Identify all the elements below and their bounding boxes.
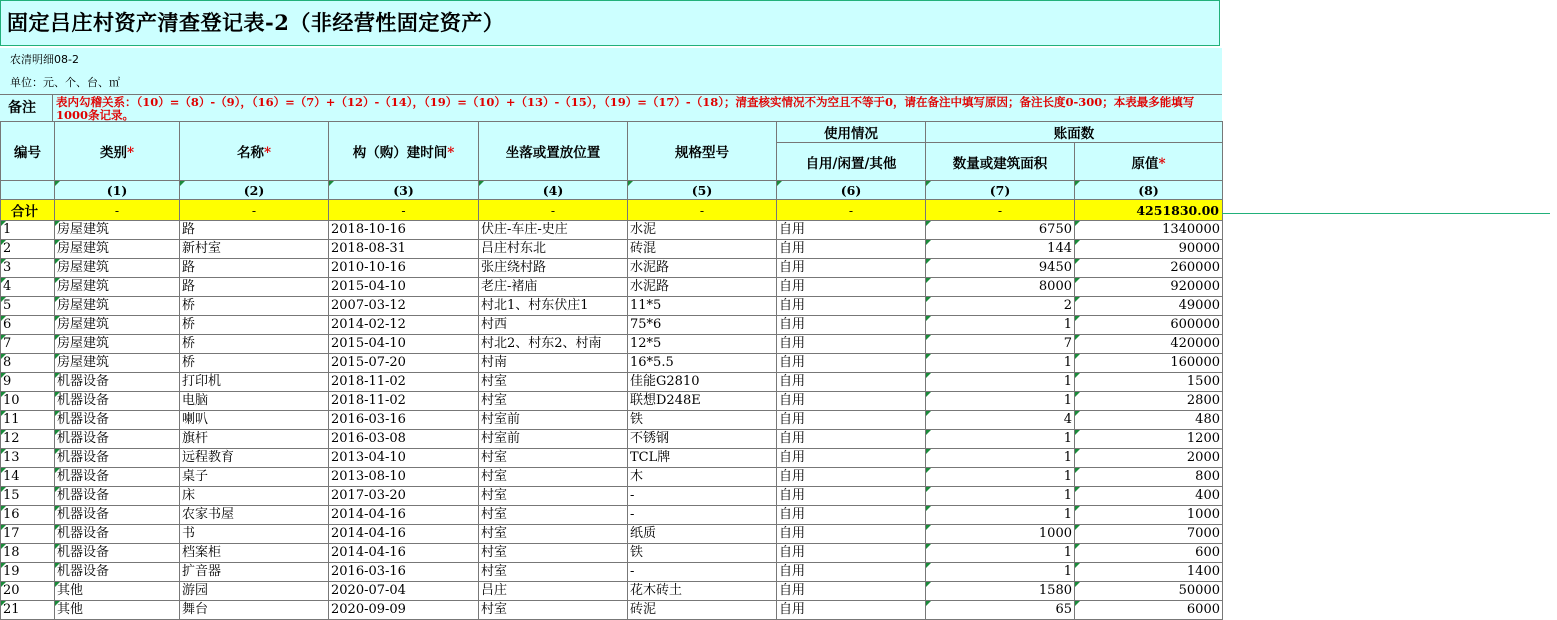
remark-text[interactable]: 表内勾稽关系：（10）=（8）-（9），（16）=（7）+（12）-（14），（19）=（10）+（13）-（15），（19）=（17）-（18）；清查核实情况不为空且不等于0，请在备注中填写原因；备注长度0-300；本表最多能填写1000条记录。: [56, 96, 1195, 121]
cell-category[interactable]: 机器设备: [55, 506, 180, 525]
cell-usage[interactable]: 自用: [777, 335, 926, 354]
cell-spec[interactable]: 联想D248E: [628, 392, 777, 411]
column-number-cell[interactable]: (4): [479, 181, 628, 200]
cell-name[interactable]: 桥: [180, 316, 329, 335]
cell-name[interactable]: 路: [180, 278, 329, 297]
cell-location[interactable]: 老庄-褚庙: [479, 278, 628, 297]
cell-usage[interactable]: 自用: [777, 430, 926, 449]
cell-usage[interactable]: 自用: [777, 601, 926, 620]
cell-location[interactable]: 村南: [479, 354, 628, 373]
cell-quantity[interactable]: 9450: [926, 259, 1075, 278]
header-location[interactable]: 坐落或置放位置: [479, 122, 628, 181]
cell-id[interactable]: 14: [1, 468, 55, 487]
column-number-cell[interactable]: (8): [1075, 181, 1223, 200]
cell-spec[interactable]: 砖混: [628, 240, 777, 259]
cell-spec[interactable]: 水泥路: [628, 259, 777, 278]
sheet-subtitle[interactable]: 农清明细08-2: [0, 48, 1222, 72]
cell-quantity[interactable]: 6750: [926, 221, 1075, 240]
cell-quantity[interactable]: 7: [926, 335, 1075, 354]
cell-build-time[interactable]: 2013-04-10: [329, 449, 479, 468]
cell-spec[interactable]: 水泥路: [628, 278, 777, 297]
cell-quantity[interactable]: 1: [926, 392, 1075, 411]
asset-table: [0, 121, 1223, 620]
cell-category[interactable]: 房屋建筑: [55, 335, 180, 354]
data-rows: [1, 221, 1223, 620]
cell-category[interactable]: 房屋建筑: [55, 221, 180, 240]
unit-label[interactable]: 单位：元、个、台、㎡: [0, 72, 1222, 94]
cell-location[interactable]: 伏庄-车庄-史庄: [479, 221, 628, 240]
table-row: [1, 468, 1223, 487]
cell-spec[interactable]: 16*5.5: [628, 354, 777, 373]
cell-category[interactable]: 机器设备: [55, 430, 180, 449]
cell-location[interactable]: 村室: [479, 544, 628, 563]
cell-category[interactable]: 机器设备: [55, 563, 180, 582]
cell-build-time[interactable]: 2014-04-16: [329, 544, 479, 563]
total-row: [1, 200, 1223, 221]
column-number-cell[interactable]: (1): [55, 181, 180, 200]
cell-build-time[interactable]: 2020-09-09: [329, 601, 479, 620]
cell-category[interactable]: 房屋建筑: [55, 316, 180, 335]
required-mark: *: [263, 145, 272, 161]
cell-quantity[interactable]: 1: [926, 449, 1075, 468]
column-number-cell[interactable]: (5): [628, 181, 777, 200]
cell-category[interactable]: 机器设备: [55, 411, 180, 430]
required-mark: *: [126, 145, 135, 161]
cell-location[interactable]: 村室: [479, 449, 628, 468]
cell-original-value[interactable]: 260000: [1075, 259, 1223, 278]
remark-row: [0, 94, 1222, 122]
cell-original-value[interactable]: 420000: [1075, 335, 1223, 354]
cell-id[interactable]: 13: [1, 449, 55, 468]
cell-build-time[interactable]: 2015-07-20: [329, 354, 479, 373]
total-dash-cell[interactable]: -: [329, 200, 479, 221]
cell-id[interactable]: 16: [1, 506, 55, 525]
frozen-pane-line: [1222, 213, 1550, 214]
cell-category[interactable]: 机器设备: [55, 544, 180, 563]
cell-category[interactable]: 其他: [55, 601, 180, 620]
cell-category[interactable]: 机器设备: [55, 487, 180, 506]
cell-name[interactable]: 旗杆: [180, 430, 329, 449]
cell-category[interactable]: 房屋建筑: [55, 354, 180, 373]
cell-original-value[interactable]: 160000: [1075, 354, 1223, 373]
cell-usage[interactable]: 自用: [777, 354, 926, 373]
table-row: [1, 582, 1223, 601]
total-dash-cell[interactable]: -: [180, 200, 329, 221]
table-row: [1, 221, 1223, 240]
header-id[interactable]: 编号: [1, 122, 55, 181]
column-number-row: [1, 181, 1223, 200]
cell-location[interactable]: 村室: [479, 468, 628, 487]
cell-id[interactable]: 11: [1, 411, 55, 430]
cell-original-value[interactable]: 600: [1075, 544, 1223, 563]
column-number-cell[interactable]: (3): [329, 181, 479, 200]
cell-spec[interactable]: 水泥: [628, 221, 777, 240]
cell-category[interactable]: 房屋建筑: [55, 259, 180, 278]
column-number-cell[interactable]: (2): [180, 181, 329, 200]
cell-name[interactable]: 新村室: [180, 240, 329, 259]
cell-quantity[interactable]: 4: [926, 411, 1075, 430]
cell-spec[interactable]: 砖泥: [628, 601, 777, 620]
cell-spec[interactable]: TCL牌: [628, 449, 777, 468]
cell-usage[interactable]: 自用: [777, 259, 926, 278]
table-row: [1, 601, 1223, 620]
cell-quantity[interactable]: 144: [926, 240, 1075, 259]
cell-id[interactable]: 12: [1, 430, 55, 449]
table-row: [1, 449, 1223, 468]
total-dash-cell[interactable]: -: [55, 200, 180, 221]
cell-location[interactable]: 村室: [479, 563, 628, 582]
table-row: [1, 525, 1223, 544]
cell-location[interactable]: 村室前: [479, 430, 628, 449]
cell-build-time[interactable]: 2014-02-12: [329, 316, 479, 335]
cell-quantity[interactable]: 1: [926, 373, 1075, 392]
cell-spec[interactable]: 铁: [628, 411, 777, 430]
cell-location[interactable]: 张庄绕村路: [479, 259, 628, 278]
cell-build-time[interactable]: 2016-03-16: [329, 563, 479, 582]
cell-build-time[interactable]: 2013-08-10: [329, 468, 479, 487]
sheet-title[interactable]: 固定吕庄村资产清查登记表-2（非经营性固定资产）: [0, 0, 1220, 46]
cell-spec[interactable]: 75*6: [628, 316, 777, 335]
cell-location[interactable]: 村北1、村东伏庄1: [479, 297, 628, 316]
cell-name[interactable]: 床: [180, 487, 329, 506]
cell-spec[interactable]: 不锈钢: [628, 430, 777, 449]
cell-name[interactable]: 桌子: [180, 468, 329, 487]
cell-original-value[interactable]: 1500: [1075, 373, 1223, 392]
cell-name[interactable]: 舞台: [180, 601, 329, 620]
cell-original-value[interactable]: 800: [1075, 468, 1223, 487]
cell-id[interactable]: 6: [1, 316, 55, 335]
cell-location[interactable]: 村室: [479, 373, 628, 392]
cell-usage[interactable]: 自用: [777, 240, 926, 259]
cell-build-time[interactable]: 2010-10-16: [329, 259, 479, 278]
cell-location[interactable]: 村北2、村东2、村南: [479, 335, 628, 354]
cell-build-time[interactable]: 2015-04-10: [329, 335, 479, 354]
remark-label[interactable]: 备注: [0, 95, 53, 121]
cell-name[interactable]: 桥: [180, 297, 329, 316]
cell-quantity[interactable]: 1: [926, 544, 1075, 563]
cell-build-time[interactable]: 2018-11-02: [329, 392, 479, 411]
cell-build-time[interactable]: 2016-03-08: [329, 430, 479, 449]
table-row: [1, 411, 1223, 430]
cell-id[interactable]: 1: [1, 221, 55, 240]
cell-usage[interactable]: 自用: [777, 316, 926, 335]
table-row: [1, 373, 1223, 392]
total-label[interactable]: 合计: [1, 200, 55, 221]
cell-quantity[interactable]: 1: [926, 506, 1075, 525]
header-build-time[interactable]: 构（购）建时间*: [329, 122, 479, 181]
cell-category[interactable]: 机器设备: [55, 525, 180, 544]
cell-location[interactable]: 村西: [479, 316, 628, 335]
cell-usage[interactable]: 自用: [777, 221, 926, 240]
cell-usage[interactable]: 自用: [777, 373, 926, 392]
cell-id[interactable]: 18: [1, 544, 55, 563]
cell-spec[interactable]: -: [628, 563, 777, 582]
total-value[interactable]: 4251830.00: [1075, 200, 1223, 221]
cell-original-value[interactable]: 920000: [1075, 278, 1223, 297]
cell-quantity[interactable]: 1: [926, 487, 1075, 506]
cell-id[interactable]: 19: [1, 563, 55, 582]
cell-usage[interactable]: 自用: [777, 544, 926, 563]
cell-id[interactable]: 15: [1, 487, 55, 506]
table-row: [1, 278, 1223, 297]
cell-build-time[interactable]: 2014-04-16: [329, 525, 479, 544]
cell-category[interactable]: 房屋建筑: [55, 278, 180, 297]
cell-category[interactable]: 机器设备: [55, 373, 180, 392]
table-row: [1, 487, 1223, 506]
cell-quantity[interactable]: 1: [926, 316, 1075, 335]
cell-name[interactable]: 路: [180, 259, 329, 278]
cell-build-time[interactable]: 2014-04-16: [329, 506, 479, 525]
cell-original-value[interactable]: 480: [1075, 411, 1223, 430]
cell-original-value[interactable]: 1340000: [1075, 221, 1223, 240]
cell-id[interactable]: 4: [1, 278, 55, 297]
header-usage[interactable]: 自用/闲置/其他: [777, 143, 926, 181]
cell-id[interactable]: 3: [1, 259, 55, 278]
cell-id[interactable]: 21: [1, 601, 55, 620]
cell-usage[interactable]: 自用: [777, 449, 926, 468]
cell-category[interactable]: 其他: [55, 582, 180, 601]
cell-usage[interactable]: 自用: [777, 468, 926, 487]
cell-name[interactable]: 桥: [180, 354, 329, 373]
cell-quantity[interactable]: 1: [926, 563, 1075, 582]
total-dash-cell[interactable]: -: [479, 200, 628, 221]
cell-location[interactable]: 村室: [479, 506, 628, 525]
cell-id[interactable]: 2: [1, 240, 55, 259]
cell-spec[interactable]: -: [628, 487, 777, 506]
total-dash-cell[interactable]: -: [777, 200, 926, 221]
cell-build-time[interactable]: 2018-11-02: [329, 373, 479, 392]
table-row: [1, 354, 1223, 373]
cell-category[interactable]: 房屋建筑: [55, 297, 180, 316]
cell-id[interactable]: 7: [1, 335, 55, 354]
table-row: [1, 430, 1223, 449]
cell-name[interactable]: 扩音器: [180, 563, 329, 582]
cell-location[interactable]: 村室前: [479, 411, 628, 430]
cell-usage[interactable]: 自用: [777, 582, 926, 601]
table-row: [1, 240, 1223, 259]
cell-category[interactable]: 房屋建筑: [55, 240, 180, 259]
cell-name[interactable]: 喇叭: [180, 411, 329, 430]
cell-name[interactable]: 档案柜: [180, 544, 329, 563]
table-row: [1, 563, 1223, 582]
cell-build-time[interactable]: 2017-03-20: [329, 487, 479, 506]
total-dash-cell[interactable]: -: [628, 200, 777, 221]
cell-quantity[interactable]: 1580: [926, 582, 1075, 601]
cell-quantity[interactable]: 65: [926, 601, 1075, 620]
cell-original-value[interactable]: 1200: [1075, 430, 1223, 449]
cell-quantity[interactable]: 1: [926, 430, 1075, 449]
cell-quantity[interactable]: 2: [926, 297, 1075, 316]
cell-usage[interactable]: 自用: [777, 392, 926, 411]
cell-original-value[interactable]: 400: [1075, 487, 1223, 506]
required-mark: *: [1158, 155, 1166, 172]
table-row: [1, 544, 1223, 563]
header-spec[interactable]: 规格型号: [628, 122, 777, 181]
header-book-group[interactable]: 账面数: [926, 122, 1223, 143]
table-row: [1, 506, 1223, 525]
cell-quantity[interactable]: 1: [926, 354, 1075, 373]
cell-original-value[interactable]: 600000: [1075, 316, 1223, 335]
cell-id[interactable]: 9: [1, 373, 55, 392]
cell-build-time[interactable]: 2018-08-31: [329, 240, 479, 259]
cell-name[interactable]: 桥: [180, 335, 329, 354]
cell-spec[interactable]: 花木砖土: [628, 582, 777, 601]
total-dash-cell[interactable]: -: [926, 200, 1075, 221]
table-row: [1, 259, 1223, 278]
required-mark: *: [447, 145, 455, 161]
cell-usage[interactable]: 自用: [777, 563, 926, 582]
table-row: [1, 297, 1223, 316]
cell-original-value[interactable]: 90000: [1075, 240, 1223, 259]
cell-spec[interactable]: 佳能G2810: [628, 373, 777, 392]
cell-original-value[interactable]: 2800: [1075, 392, 1223, 411]
header-original-value[interactable]: 原值*: [1075, 143, 1223, 181]
table-row: [1, 335, 1223, 354]
cell-name[interactable]: 游园: [180, 582, 329, 601]
cell-usage[interactable]: 自用: [777, 525, 926, 544]
header-row-1: [1, 122, 1223, 143]
cell-category[interactable]: 机器设备: [55, 392, 180, 411]
cell-build-time[interactable]: 2007-03-12: [329, 297, 479, 316]
cell-category[interactable]: 机器设备: [55, 449, 180, 468]
cell-id[interactable]: 17: [1, 525, 55, 544]
cell-category[interactable]: 机器设备: [55, 468, 180, 487]
cell-quantity[interactable]: 1: [926, 468, 1075, 487]
table-row: [1, 316, 1223, 335]
cell-name[interactable]: 路: [180, 221, 329, 240]
cell-location[interactable]: 村室: [479, 601, 628, 620]
column-number-cell[interactable]: [1, 181, 55, 200]
cell-id[interactable]: 8: [1, 354, 55, 373]
header-quantity[interactable]: 数量或建筑面积: [926, 143, 1075, 181]
cell-id[interactable]: 10: [1, 392, 55, 411]
cell-location[interactable]: 村室: [479, 525, 628, 544]
cell-name[interactable]: 打印机: [180, 373, 329, 392]
cell-usage[interactable]: 自用: [777, 487, 926, 506]
cell-location[interactable]: 吕庄: [479, 582, 628, 601]
column-number-cell[interactable]: (7): [926, 181, 1075, 200]
cell-name[interactable]: 农家书屋: [180, 506, 329, 525]
cell-name[interactable]: 书: [180, 525, 329, 544]
cell-build-time[interactable]: 2020-07-04: [329, 582, 479, 601]
cell-spec[interactable]: 12*5: [628, 335, 777, 354]
cell-name[interactable]: 电脑: [180, 392, 329, 411]
cell-spec[interactable]: 木: [628, 468, 777, 487]
cell-original-value[interactable]: 49000: [1075, 297, 1223, 316]
header-name[interactable]: 名称*: [180, 122, 329, 181]
cell-original-value[interactable]: 6000: [1075, 601, 1223, 620]
cell-original-value[interactable]: 1400: [1075, 563, 1223, 582]
header-usage-group[interactable]: 使用情况: [777, 122, 926, 143]
cell-quantity[interactable]: 1000: [926, 525, 1075, 544]
cell-build-time[interactable]: 2018-10-16: [329, 221, 479, 240]
cell-usage[interactable]: 自用: [777, 278, 926, 297]
cell-id[interactable]: 5: [1, 297, 55, 316]
cell-quantity[interactable]: 8000: [926, 278, 1075, 297]
cell-usage[interactable]: 自用: [777, 411, 926, 430]
cell-spec[interactable]: 纸质: [628, 525, 777, 544]
cell-usage[interactable]: 自用: [777, 506, 926, 525]
table-row: [1, 392, 1223, 411]
cell-name[interactable]: 远程教育: [180, 449, 329, 468]
column-number-cell[interactable]: (6): [777, 181, 926, 200]
cell-location[interactable]: 吕庄村东北: [479, 240, 628, 259]
cell-location[interactable]: 村室: [479, 487, 628, 506]
cell-original-value[interactable]: 50000: [1075, 582, 1223, 601]
cell-id[interactable]: 20: [1, 582, 55, 601]
cell-usage[interactable]: 自用: [777, 297, 926, 316]
cell-location[interactable]: 村室: [479, 392, 628, 411]
cell-build-time[interactable]: 2016-03-16: [329, 411, 479, 430]
header-category[interactable]: 类别*: [55, 122, 180, 181]
cell-original-value[interactable]: 2000: [1075, 449, 1223, 468]
cell-build-time[interactable]: 2015-04-10: [329, 278, 479, 297]
cell-spec[interactable]: 11*5: [628, 297, 777, 316]
cell-original-value[interactable]: 7000: [1075, 525, 1223, 544]
cell-spec[interactable]: 铁: [628, 544, 777, 563]
cell-original-value[interactable]: 1000: [1075, 506, 1223, 525]
cell-spec[interactable]: -: [628, 506, 777, 525]
